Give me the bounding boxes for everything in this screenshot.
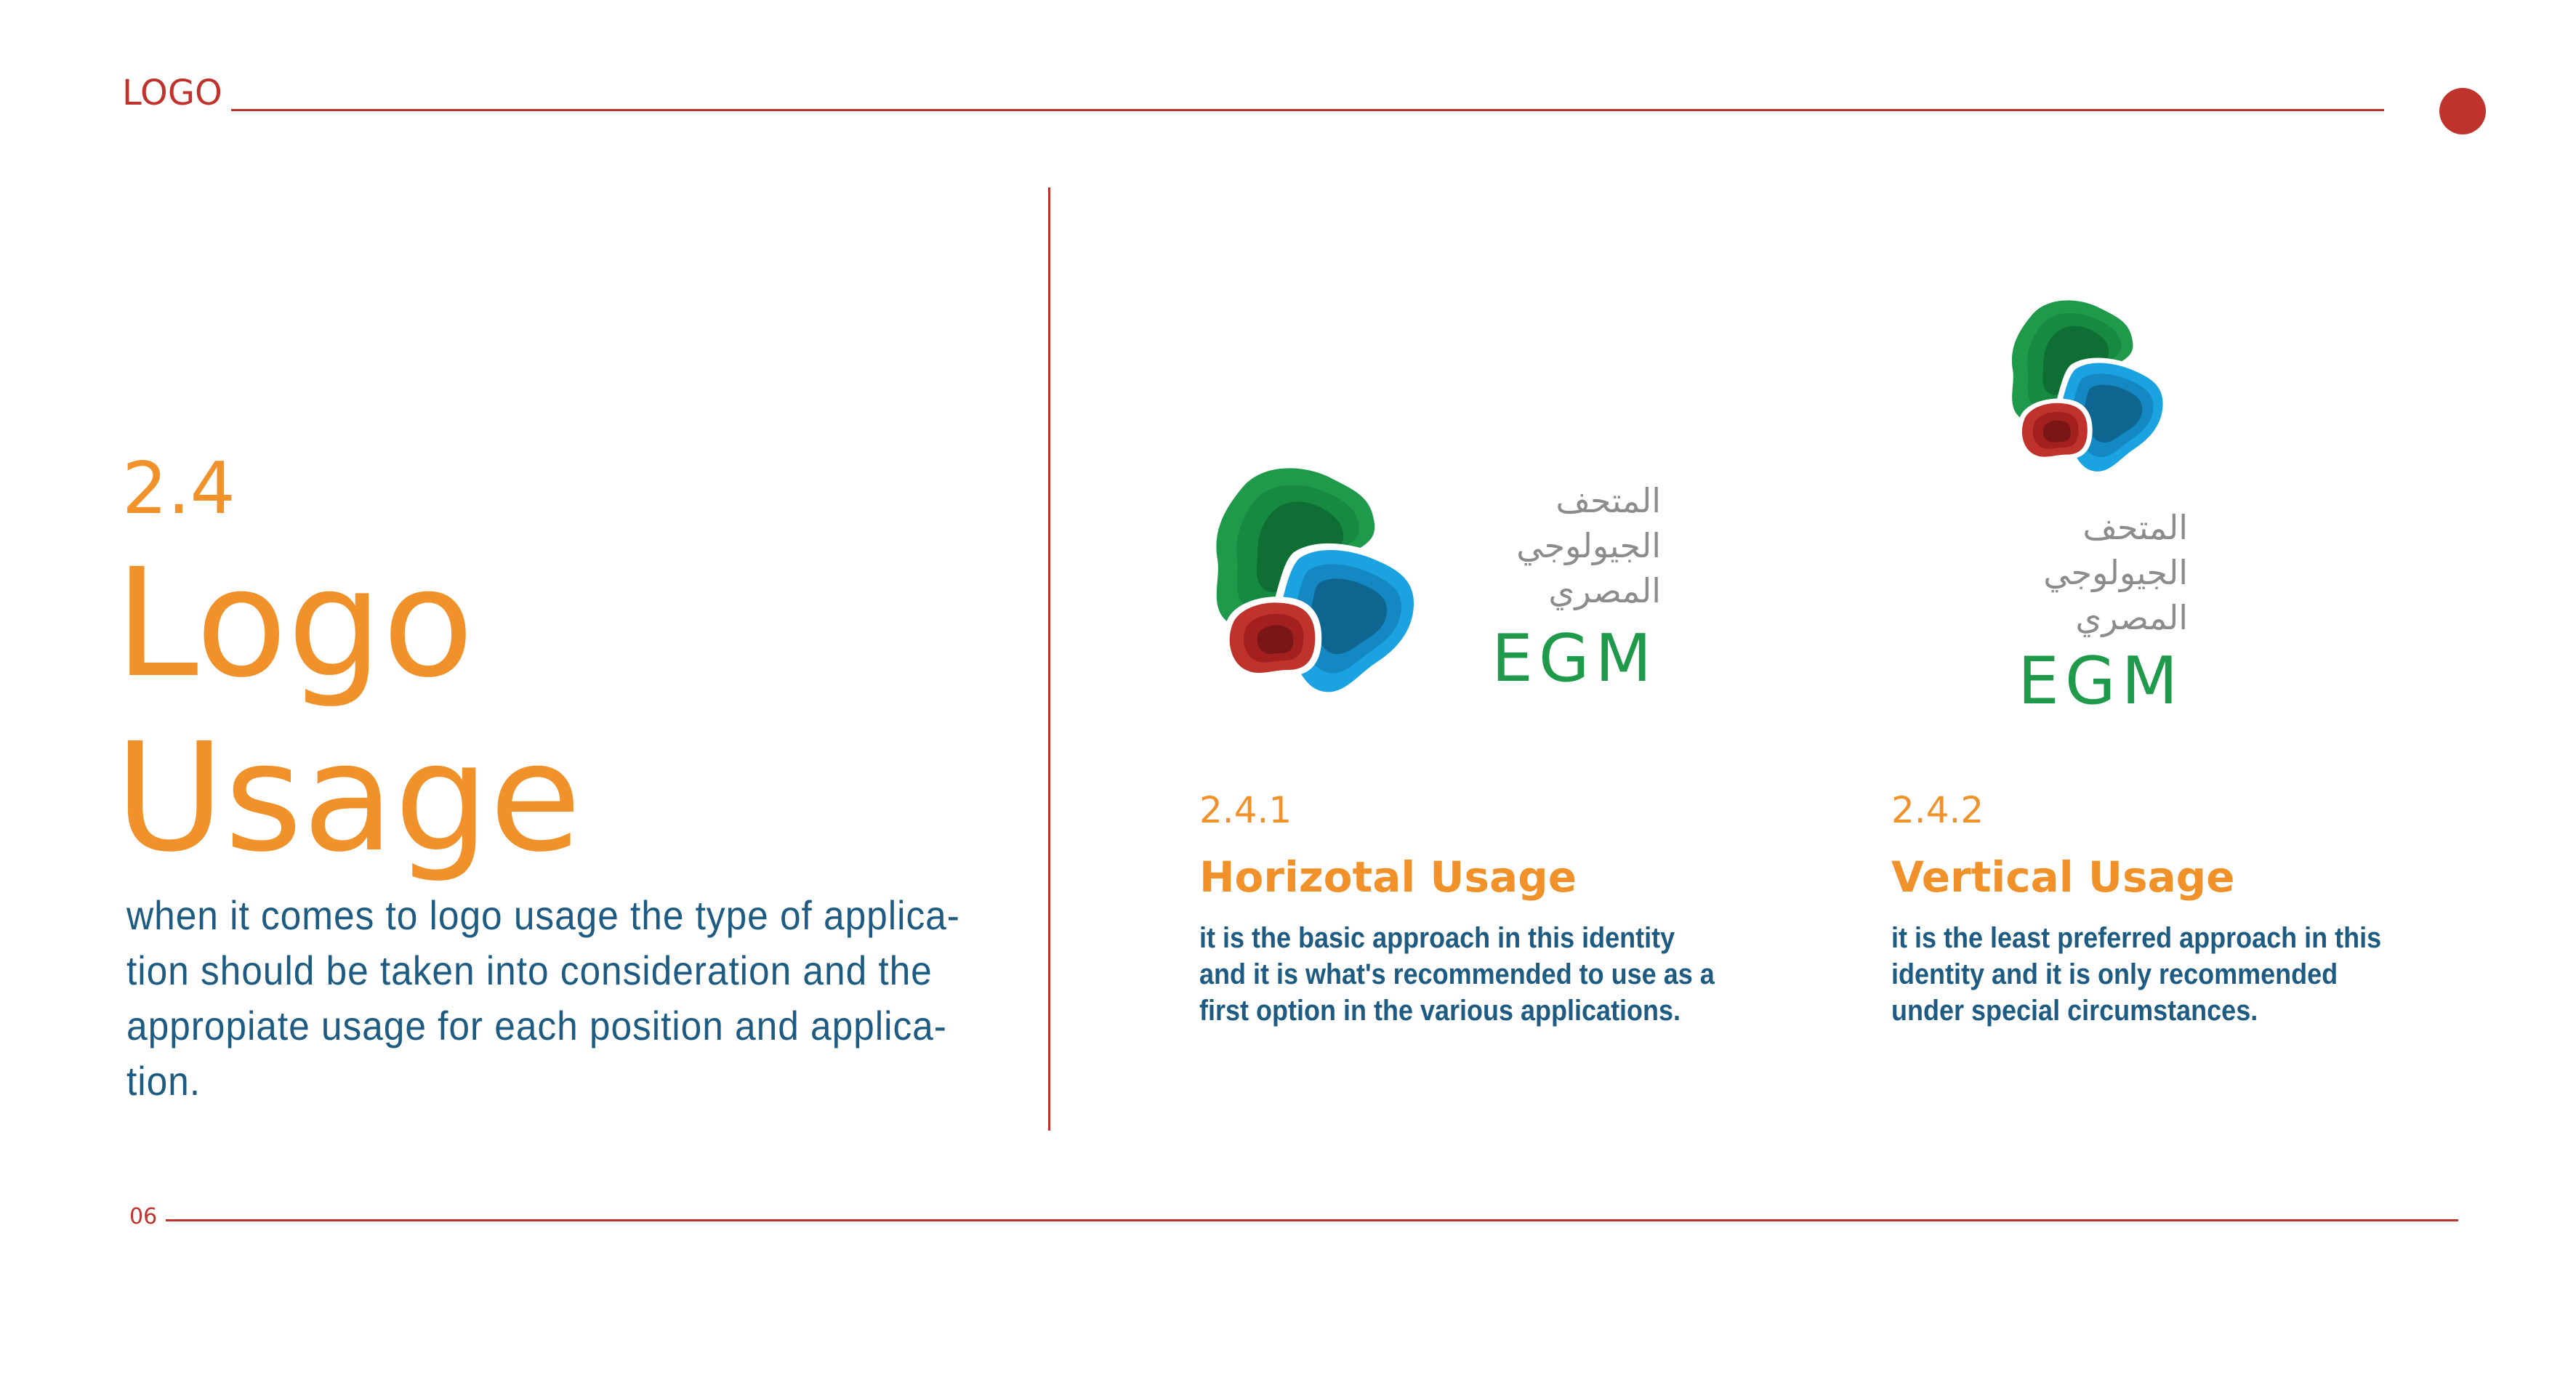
logo-arabic-line: المتحف bbox=[2082, 508, 2188, 547]
header-dot-icon bbox=[2439, 88, 2486, 134]
egm-logo-mark-icon bbox=[1999, 287, 2188, 498]
usage-description-line: it is the least preferred approach in this bbox=[1891, 922, 2382, 954]
logo-arabic-line: المصري bbox=[2075, 598, 2188, 637]
logo-arabic-name bbox=[1977, 505, 2188, 640]
footer-divider bbox=[166, 1219, 2458, 1221]
header-divider bbox=[231, 109, 2384, 111]
usage-number: 2.4.1 bbox=[1199, 789, 1292, 831]
usage-horizontal bbox=[1199, 789, 1752, 1029]
usage-title: Vertical Usage bbox=[1891, 852, 2235, 902]
logo-arabic-line: المتحف bbox=[1555, 481, 1661, 520]
intro-line: tion should be taken into consideration and the bbox=[126, 947, 933, 993]
usage-description bbox=[1891, 920, 2388, 1029]
intro-paragraph bbox=[126, 888, 960, 1109]
section-label: LOGO bbox=[122, 73, 222, 113]
egm-logo-mark-icon bbox=[1199, 458, 1446, 719]
logo-acronym: EGM bbox=[2018, 643, 2184, 719]
logo-arabic-line: المصري bbox=[1548, 571, 1661, 610]
usage-description-line: under special circumstances. bbox=[1891, 995, 2258, 1027]
logo-arabic-name bbox=[1450, 478, 1661, 613]
usage-description-line: identity and it is only recommended bbox=[1891, 958, 2338, 990]
usage-description-line: and it is what's recommended to use as a bbox=[1199, 958, 1715, 990]
horizontal-logo bbox=[1199, 458, 1672, 719]
usage-description-line: first option in the various applications. bbox=[1199, 995, 1681, 1027]
logo-arabic-line: الجيولوجي bbox=[1516, 526, 1661, 565]
section-title-line: Usage bbox=[115, 711, 581, 885]
section-title bbox=[115, 536, 581, 885]
page-number: 06 bbox=[129, 1204, 158, 1229]
intro-line: appropiate usage for each position and applica- bbox=[126, 1003, 947, 1048]
logo-arabic-line: الجيولوجي bbox=[2043, 553, 2188, 592]
usage-description bbox=[1199, 920, 1715, 1029]
intro-line: tion. bbox=[126, 1058, 201, 1104]
section-title-line: Logo bbox=[115, 536, 474, 711]
usage-title: Horizotal Usage bbox=[1199, 852, 1577, 902]
usage-vertical bbox=[1891, 789, 2444, 1029]
section-number: 2.4 bbox=[122, 448, 236, 530]
vertical-logo bbox=[1977, 287, 2210, 723]
usage-number: 2.4.2 bbox=[1891, 789, 1984, 831]
usage-description-line: it is the basic approach in this identity bbox=[1199, 922, 1675, 954]
logo-acronym: EGM bbox=[1492, 621, 1658, 697]
intro-line: when it comes to logo usage the type of applica- bbox=[126, 892, 960, 938]
vertical-divider bbox=[1048, 187, 1050, 1131]
